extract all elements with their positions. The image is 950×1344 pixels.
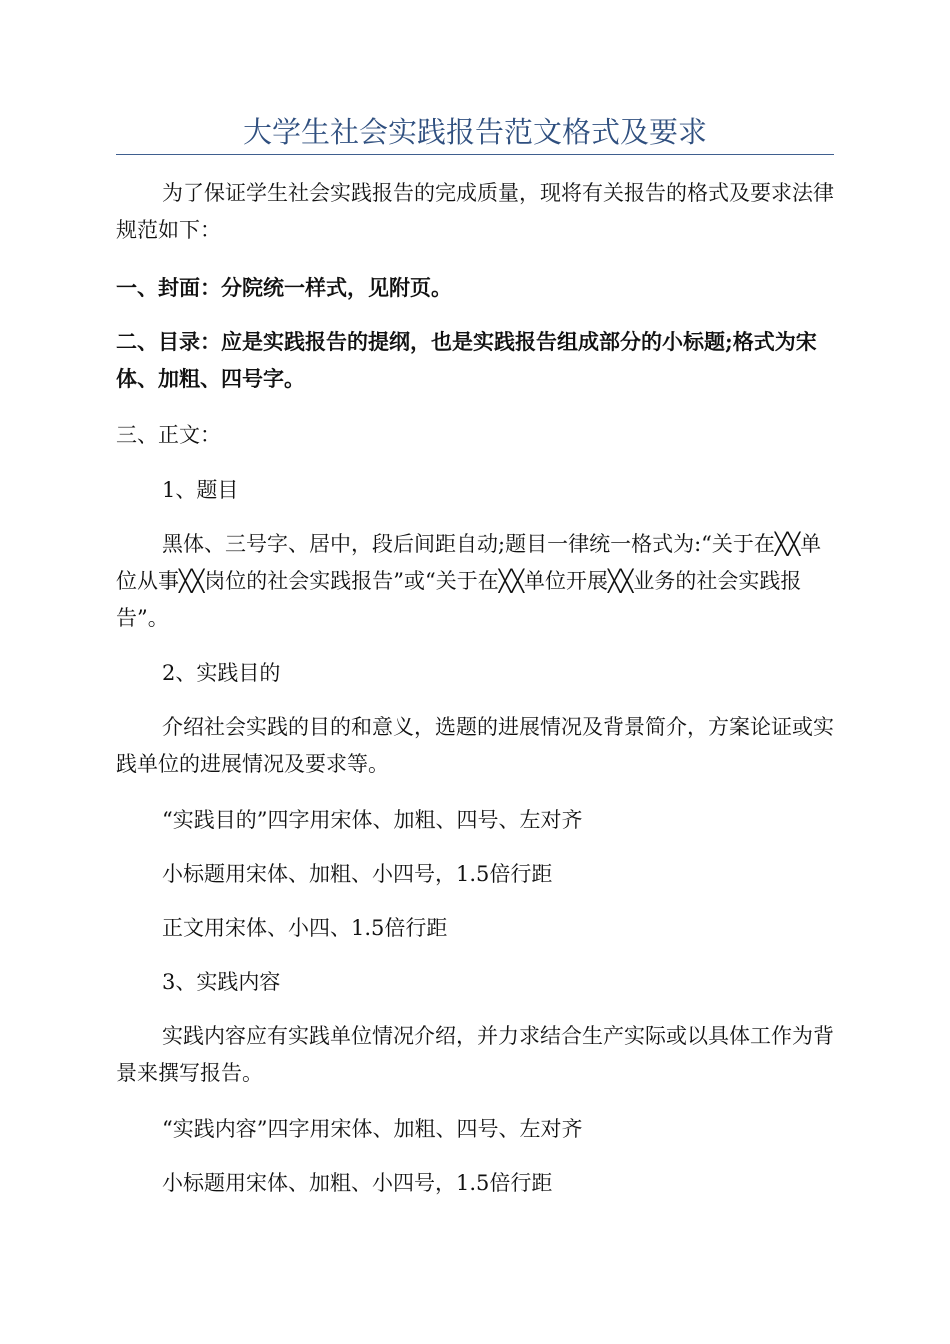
intro-paragraph: 为了保证学生社会实践报告的完成质量，现将有关报告的格式及要求法律规范如下： — [116, 181, 834, 242]
purpose-format-line-1: “实践目的”四字用宋体、加粗、四号、左对齐 — [162, 808, 583, 832]
purpose-paragraph: 介绍社会实践的目的和意义，选题的进展情况及背景简介，方案论证或实践单位的进展情况及要求等。 — [116, 715, 834, 776]
content-paragraph: 实践内容应有实践单位情况介绍，并力求结合生产实际或以具体工作为背景来撰写报告。 — [116, 1024, 834, 1085]
subheading-purpose: 2、实践目的 — [162, 661, 281, 685]
purpose-format-line-3: 正文用宋体、小四、1.5倍行距 — [162, 916, 448, 940]
title-format-paragraph: 黑体、三号字、居中，段后间距自动;题目一律统一格式为:“关于在╳╳单位从事╳╳岗位的社会实践报告”或“关于在╳╳单位开展╳╳业务的社会实践报告”。 — [116, 532, 822, 630]
content-format-line-2: 小标题用宋体、加粗、小四号，1.5倍行距 — [162, 1171, 553, 1195]
purpose-format-line-2: 小标题用宋体、加粗、小四号，1.5倍行距 — [162, 862, 553, 886]
title-underline — [116, 154, 834, 155]
document-title: 大学生社会实践报告范文格式及要求 — [242, 115, 707, 149]
section-body-heading: 三、正文： — [116, 423, 221, 447]
section-cover: 一、封面：分院统一样式，见附页。 — [116, 275, 452, 300]
content-format-line-1: “实践内容”四字用宋体、加粗、四号、左对齐 — [162, 1117, 583, 1141]
subheading-content: 3、实践内容 — [162, 970, 281, 994]
subheading-title: 1、题目 — [162, 478, 239, 502]
section-toc: 二、目录：应是实践报告的提纲，也是实践报告组成部分的小标题;格式为宋体、加粗、四号字。 — [116, 329, 817, 391]
